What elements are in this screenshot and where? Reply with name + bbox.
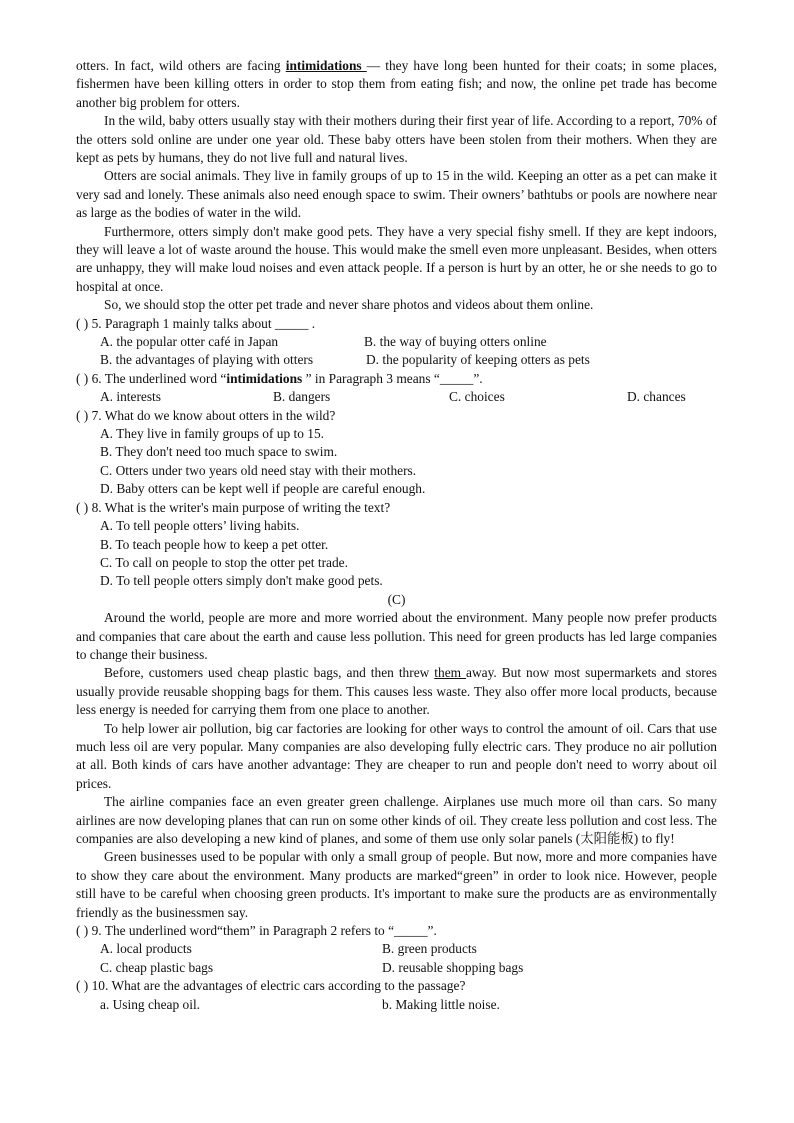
passage-c-paragraph-3: To help lower air pollution, big car factories are looking for other ways to control the amount of oil. Cars that use much less oil are very popular. Many companies are also developing fully electric cars. They produce no air pollution at all. Both kinds of cars have another advantage: They are cheaper to run and people don't need to worry about oil prices. (76, 720, 717, 791)
question-7-stem: ( ) 7. What do we know about otters in the wild? (76, 407, 336, 423)
option-d: D. the popularity of keeping otters as pets (366, 352, 590, 368)
question-8-option-c: C. To call on people to stop the otter pet trade. (100, 554, 348, 570)
text-run: away. But now most supermarkets and stores usually provide reusable shopping bags for them. This causes less waste. They also offer more local products, because less energy is needed for carrying them from one place to another. (76, 665, 718, 718)
question-5-options-row-2 (76, 351, 717, 369)
question-5-stem: ( ) 5. Paragraph 1 mainly talks about _____ . (76, 315, 316, 331)
option-b: b. Making little noise. (382, 996, 500, 1012)
question-7-option-b: B. They don't need too much space to swim. (100, 444, 338, 460)
passage-c-paragraph-5: Green businesses used to be popular with only a small group of people. But now, more and more companies have to show they care about the environment. Many products are marked“green” in order to look nice. However, people still have to be careful when choosing green products. It's important to make sure the products are as environmentally friendly as the businessmen say. (76, 849, 717, 920)
passage-b-paragraph-5: Furthermore, otters simply don't make good pets. They have a very special fishy smell. If they are kept indoors, they will leave a lot of waste around the house. This would make the smell even more unpleasant. Besides, when otters are unhappy, they will make loud noises and even attack people. If a person is hurt by an otter, he or she needs to go to hospital at once. (76, 223, 717, 294)
underlined-word-intimidations: intimidations (285, 58, 367, 73)
option-a: A. the popular otter café in Japan (100, 334, 279, 350)
text-run: otters. In fact, wild others are facing (76, 58, 286, 73)
option-a: A. local products (100, 941, 192, 957)
option-c: C. cheap plastic bags (100, 959, 214, 975)
question-8-option-a: A. To tell people otters’ living habits. (100, 518, 300, 534)
option-d: D. reusable shopping bags (382, 959, 524, 975)
question-6-stem (76, 370, 717, 388)
text-run: Before, customers used cheap plastic bags, and then threw (104, 665, 435, 681)
section-c-heading: (C) (387, 591, 406, 607)
passage-b-paragraph-3: In the wild, baby otters usually stay with their mothers during their first year of life. According to a report, 70% of the otters sold online are under one year old. These baby otters have been stolen from their mothers. When they are kept as pets by humans, they do not live full and natural lives. (76, 113, 717, 166)
text-run: ” in Paragraph 3 means “_____”. (302, 370, 483, 386)
question-5-options-row-1 (76, 333, 717, 351)
question-9-options-row-1 (76, 940, 717, 958)
option-b: B. green products (382, 941, 477, 957)
option-b: B. the way of buying otters online (364, 334, 547, 350)
question-9-options-row-2 (76, 959, 717, 977)
text-run: ( ) 6. The underlined word “ (76, 370, 227, 386)
term-intimidations: intimidations (226, 370, 303, 386)
passage-b-paragraph-2 (76, 57, 717, 112)
passage-c-paragraph-2 (76, 664, 717, 719)
question-7-option-a: A. They live in family groups of up to 15. (100, 426, 325, 442)
page-content (76, 57, 717, 1014)
passage-b-paragraph-4: Otters are social animals. They live in family groups of up to 15 in the wild. Keeping an otter as a pet can make it very sad and lonely. These animals also need enough space to swim. Their owners’ bathtubs or pools are nowhere near as large as the bodies of water in the wild. (76, 168, 717, 221)
option-d: D. chances (627, 389, 686, 405)
option-a: a. Using cheap oil. (100, 996, 201, 1012)
question-8-option-d: D. To tell people otters simply don't make good pets. (100, 573, 383, 589)
question-9-stem: ( ) 9. The underlined word“them” in Paragraph 2 refers to “_____”. (76, 923, 437, 939)
option-b: B. dangers (273, 389, 331, 405)
passage-c-paragraph-4: The airline companies face an even greater green challenge. Airplanes use much more oil than cars. So many airlines are now developing planes that can run on some other kinds of oil. They create less pollution and cost less. The companies are also developing a new kind of planes, and some of them use only solar panels (太阳能板) to fly! (76, 794, 717, 847)
question-7-option-c: C. Otters under two years old need stay with their mothers. (100, 462, 417, 478)
text-run: — they have long been hunted for their coats; in some places, fishermen have been killing otters in order to stop them from eating fish; and now, the online pet trade has become another big problem for otters. (76, 58, 718, 110)
option-c: B. the advantages of playing with otters (100, 352, 314, 368)
passage-c-paragraph-1: Around the world, people are more and more worried about the environment. Many people now prefer products and companies that care about the earth and cause less pollution. This need for green products has led large companies to change their business. (76, 610, 717, 662)
question-8-option-b: B. To teach people how to keep a pet otter. (100, 536, 329, 552)
question-6-options (76, 388, 717, 406)
question-7-option-d: D. Baby otters can be kept well if people are careful enough. (100, 481, 426, 497)
passage-b-paragraph-6: So, we should stop the otter pet trade and never share photos and videos about them online. (104, 297, 594, 313)
option-c: C. choices (449, 389, 505, 405)
question-8-stem: ( ) 8. What is the writer's main purpose of writing the text? (76, 499, 391, 515)
question-10-options (76, 996, 717, 1014)
underlined-word-them: them (434, 665, 467, 681)
question-10-stem: ( ) 10. What are the advantages of electric cars according to the passage? (76, 978, 466, 994)
option-a: A. interests (100, 389, 161, 405)
